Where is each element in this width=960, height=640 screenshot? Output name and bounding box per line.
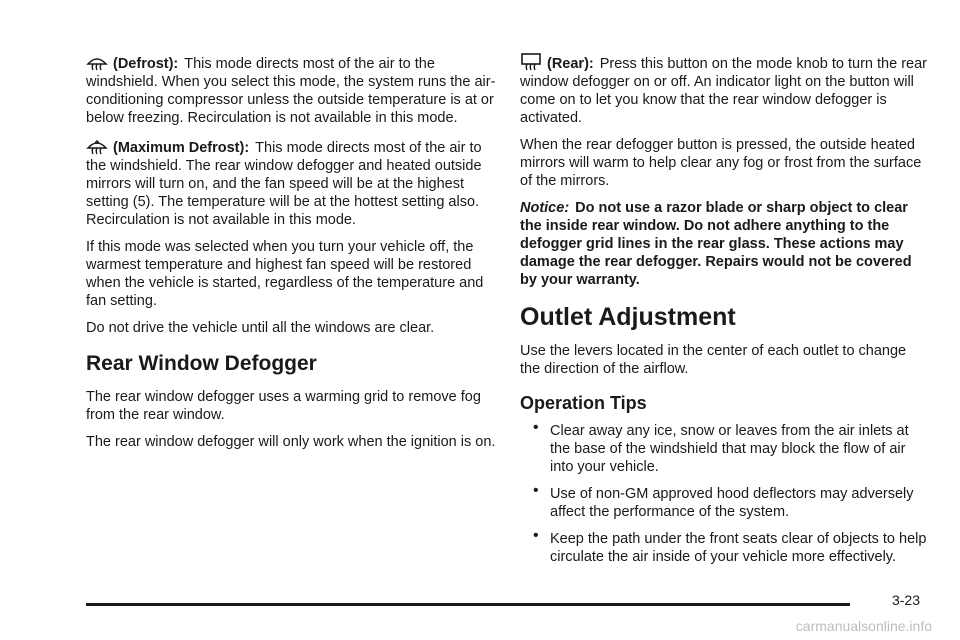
right-column [520,52,930,575]
max-defrost-paragraph [86,136,496,229]
bullet-icon: • [533,527,539,544]
rear-label: (Rear): [547,56,594,72]
max-defrost-text: This mode directs most of the air to the windshield. The rear window defogger and heated outside mirrors will turn on, and the fan speed will be at the highest setting (5). The temperature will be at the hottest setting also. Recirculation is not available in this mode. [86,140,482,228]
windows-clear-paragraph: Do not drive the vehicle until all the windows are clear. [86,320,435,336]
restore-paragraph: If this mode was selected when you turn your vehicle off, the warmest temperature and highest fan speed will be restored when the vehicle is started, regardless of the temperature and fan setting. [86,239,484,309]
left-column [86,52,496,460]
list-item [520,527,930,566]
list-item [520,419,930,476]
rear-window-defogger-heading: Rear Window Defogger [86,352,317,375]
defrost-label: (Defrost): [113,56,179,72]
tip-text: Use of non-GM approved hood deflectors may adversely affect the performance of the system. [550,486,914,520]
ignition-paragraph: The rear window defogger will only work when the ignition is on. [86,434,496,450]
max-defrost-label: (Maximum Defrost): [113,140,250,156]
operation-tips-list [520,419,930,566]
notice-paragraph [520,199,930,289]
outlet-adjustment-heading: Outlet Adjustment [520,303,736,331]
rear-defog-icon [520,52,542,72]
list-item [520,482,930,521]
defrost-paragraph [86,52,496,127]
notice-text: Do not use a razor blade or sharp object to clear the inside rear window. Do not adhere anything to the defogger grid lines in the rear glass. These actions may damage the rear defogger. Repairs would not be covered by your warranty. [520,200,912,288]
warming-grid-paragraph: The rear window defogger uses a warming grid to remove fog from the rear window. [86,389,481,423]
levers-paragraph: Use the levers located in the center of each outlet to change the direction of the airflow. [520,343,907,377]
defrost-text: This mode directs most of the air to the windshield. When you select this mode, the system runs the air-conditioning compressor unless the outside temperature is at or below freezing. Recirculation is not available in this mode. [86,56,496,126]
tip-text: Clear away any ice, snow or leaves from the air inlets at the base of the windshield that may block the flow of air into your vehicle. [550,423,909,475]
bullet-icon: • [533,482,539,499]
rear-paragraph [520,52,930,127]
watermark: carmanualsonline.info [795,618,932,634]
page-number: 3-23 [891,592,920,608]
rear-text: Press this button on the mode knob to turn the rear window defogger on or off. An indicator light on the button will come on to let you know that the rear window defogger is activated. [520,56,927,126]
heated-mirrors-paragraph: When the rear defogger button is pressed, the outside heated mirrors will warm to help clear any fog or frost from the surface of the mirrors. [520,137,922,189]
max-defrost-icon [86,136,108,156]
front-defrost-icon [86,52,108,72]
bullet-icon: • [533,419,539,436]
operation-tips-heading: Operation Tips [520,393,647,413]
footer-rule [86,603,850,606]
tip-text: Keep the path under the front seats clear of objects to help circulate the air inside of your vehicle more effectively. [550,531,927,565]
notice-label: Notice: [520,200,570,216]
